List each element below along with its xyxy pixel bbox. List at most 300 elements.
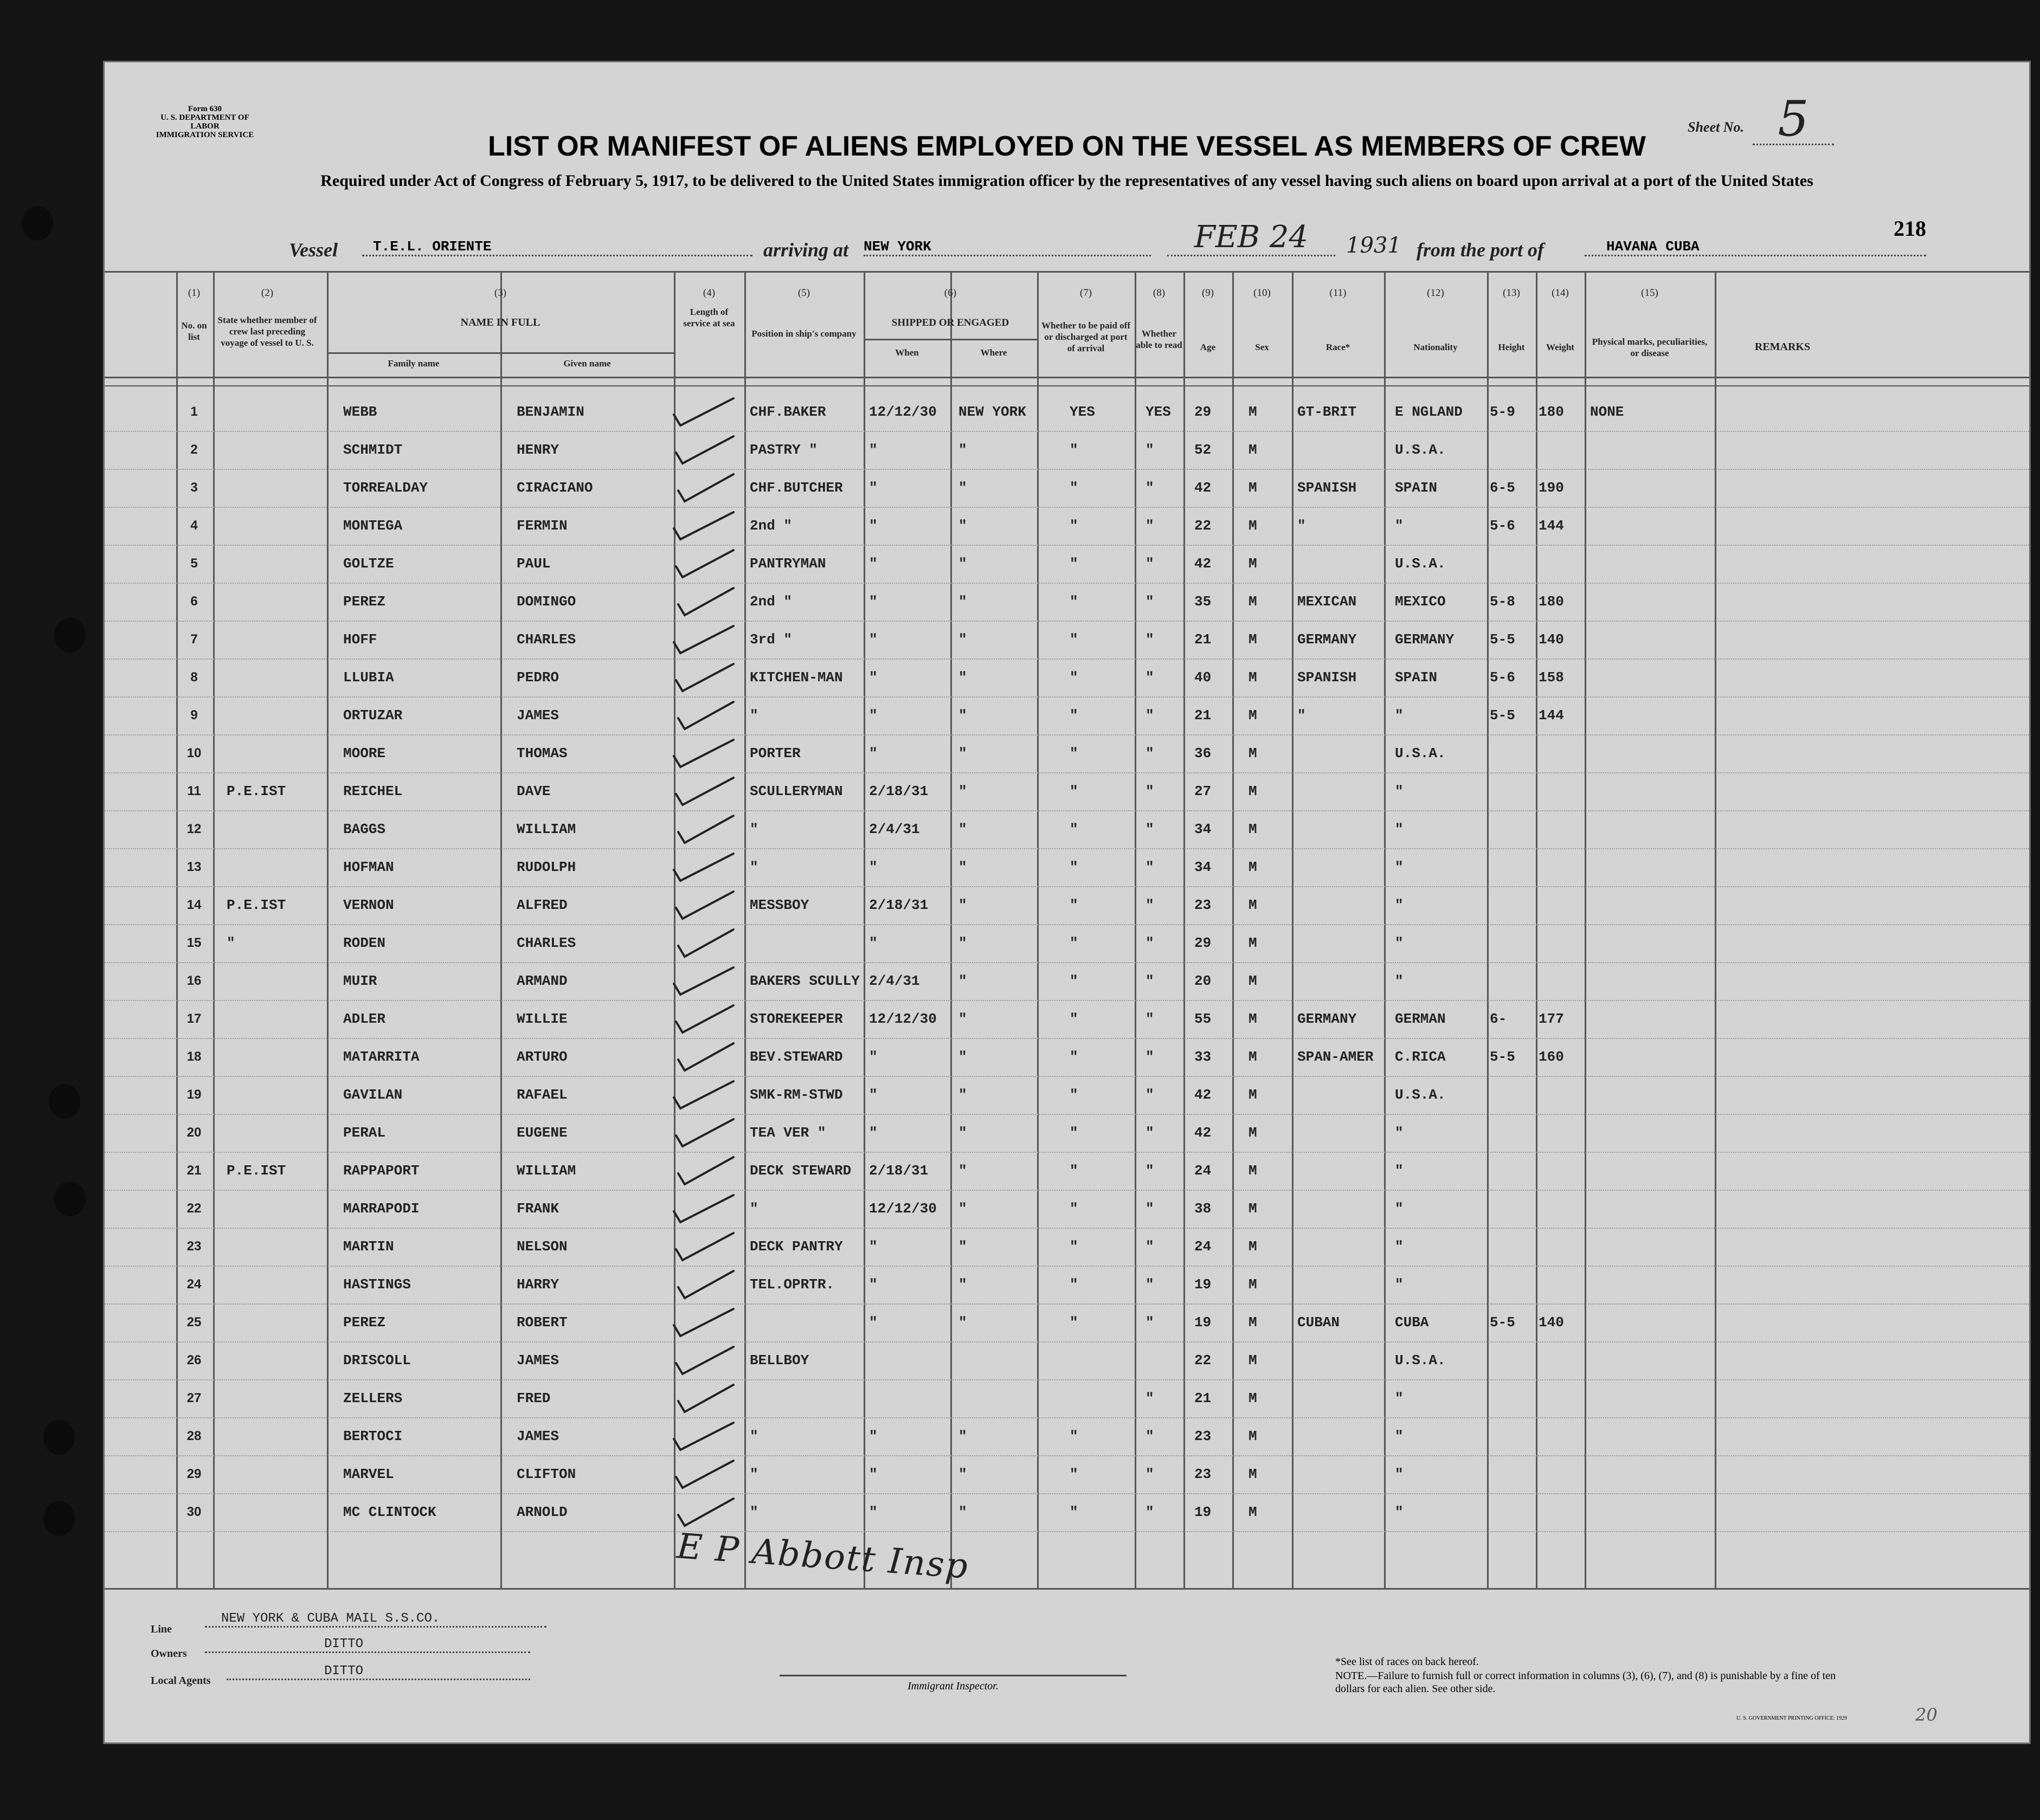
shipped-when: " — [869, 480, 878, 496]
col-number: (15) — [1641, 287, 1658, 299]
given-name: ARNOLD — [517, 1504, 568, 1520]
age: 42 — [1194, 1125, 1212, 1141]
age: 33 — [1194, 1049, 1212, 1065]
subhead-rule — [864, 339, 1037, 340]
given-name: WILLIE — [517, 1011, 568, 1027]
sex: M — [1249, 973, 1257, 989]
shipped-where: " — [958, 593, 967, 610]
given-name: FERMIN — [517, 518, 568, 534]
binder-hole — [43, 1420, 75, 1455]
family-name: GOLTZE — [343, 556, 394, 572]
shipped-where: " — [958, 1201, 967, 1217]
race: SPANISH — [1297, 669, 1357, 686]
weight: 180 — [1539, 593, 1564, 610]
race: MEXICAN — [1297, 593, 1357, 610]
owners-label: Owners — [151, 1648, 187, 1660]
col-title-race: Race* — [1325, 342, 1350, 352]
family-name: MARRAPODI — [343, 1201, 420, 1217]
table-row — [105, 1493, 2029, 1532]
checkmark — [678, 702, 733, 729]
nationality: U.S.A. — [1395, 1087, 1446, 1103]
shipped-when: 2/4/31 — [869, 973, 920, 989]
paid-off: " — [1070, 783, 1078, 799]
able-to-read: " — [1146, 593, 1154, 610]
col-title-age: Age — [1200, 342, 1216, 352]
col-subtitle-family: Family name — [388, 358, 440, 369]
table-top-rule — [105, 271, 2029, 273]
nationality: " — [1395, 1428, 1404, 1444]
paid-off: " — [1070, 1163, 1078, 1179]
inspector-label: Immigrant Inspector. — [908, 1680, 999, 1692]
nationality: GERMAN — [1395, 1011, 1446, 1027]
previous-voyage: P.E.IST — [227, 897, 286, 913]
weight: 140 — [1539, 1314, 1564, 1331]
shipped-when: 2/18/31 — [869, 1163, 929, 1179]
given-name: PAUL — [517, 556, 551, 572]
able-to-read: " — [1146, 1238, 1154, 1255]
col-number: (2) — [261, 287, 274, 299]
checkmark — [678, 930, 733, 957]
paid-off: " — [1070, 1504, 1078, 1520]
age: 24 — [1194, 1238, 1212, 1255]
given-name: ARTURO — [517, 1049, 568, 1065]
checkmark — [678, 1385, 733, 1412]
paid-off: " — [1070, 1011, 1078, 1027]
shipped-where: " — [958, 973, 967, 989]
able-to-read: " — [1146, 1011, 1154, 1027]
row-number: 12 — [186, 822, 202, 836]
shipped-where: " — [958, 783, 967, 799]
given-name: FRED — [517, 1390, 551, 1406]
able-to-read: " — [1146, 1314, 1154, 1331]
nationality: C.RICA — [1395, 1049, 1446, 1065]
able-to-read: " — [1146, 1466, 1154, 1482]
age: 27 — [1194, 783, 1212, 799]
subhead-rule — [327, 352, 674, 354]
shipped-when: 12/12/30 — [869, 1011, 937, 1027]
steamship-line: NEW YORK & CUBA MAIL S.S.CO. — [205, 1611, 546, 1628]
given-name: CLIFTON — [517, 1466, 576, 1482]
row-number: 7 — [190, 632, 198, 647]
row-number: 3 — [190, 480, 198, 495]
col-number: (6) — [944, 287, 957, 299]
crew-table-body — [105, 388, 2029, 1588]
shipped-where: " — [958, 442, 967, 458]
checkmark — [674, 1423, 733, 1450]
family-name: ZELLERS — [343, 1390, 403, 1406]
age: 21 — [1194, 707, 1212, 724]
table-row — [105, 545, 2029, 584]
position: " — [750, 1201, 758, 1217]
nationality: " — [1395, 821, 1404, 837]
shipped-when: " — [869, 1276, 878, 1293]
given-name: RUDOLPH — [517, 859, 576, 875]
row-number: 15 — [186, 935, 202, 950]
position: " — [750, 707, 758, 724]
position: SMK-RM-STWD — [750, 1087, 843, 1103]
table-row — [105, 1000, 2029, 1039]
checkmark — [678, 474, 733, 501]
shipped-when: " — [869, 1049, 878, 1065]
able-to-read: " — [1146, 669, 1154, 686]
shipped-where: " — [958, 631, 967, 648]
family-name: PERAL — [343, 1125, 386, 1141]
age: 38 — [1194, 1201, 1212, 1217]
age: 34 — [1194, 821, 1212, 837]
shipped-when: " — [869, 1125, 878, 1141]
header-double-rule — [105, 385, 2029, 386]
paid-off: " — [1070, 897, 1078, 913]
races-note: *See list of races on back hereof. — [1335, 1656, 1479, 1668]
family-name: MONTEGA — [343, 518, 403, 534]
family-name: PEREZ — [343, 1314, 386, 1331]
sheet-number: 5 — [1753, 95, 1834, 145]
shipped-when: " — [869, 1504, 878, 1520]
height: 6- — [1490, 1011, 1507, 1027]
weight: 160 — [1539, 1049, 1564, 1065]
sex: M — [1249, 935, 1257, 951]
sex: M — [1249, 556, 1257, 572]
previous-voyage: P.E.IST — [227, 783, 286, 799]
able-to-read: " — [1146, 480, 1154, 496]
age: 42 — [1194, 1087, 1212, 1103]
family-name: GAVILAN — [343, 1087, 403, 1103]
able-to-read: " — [1146, 556, 1154, 572]
col-title-height: Height — [1498, 342, 1525, 352]
table-row — [105, 1266, 2029, 1305]
able-to-read: " — [1146, 518, 1154, 534]
nationality: MEXICO — [1395, 593, 1446, 610]
given-name: CIRACIANO — [517, 480, 593, 496]
row-number: 29 — [186, 1467, 202, 1481]
row-number: 9 — [190, 708, 198, 722]
nationality: U.S.A. — [1395, 745, 1446, 761]
table-row — [105, 886, 2029, 925]
paid-off: " — [1070, 1201, 1078, 1217]
paid-off: " — [1070, 442, 1078, 458]
position: 3rd " — [750, 631, 793, 648]
position: " — [750, 1504, 758, 1520]
family-name: HOFF — [343, 631, 377, 648]
checkmark — [676, 1233, 733, 1260]
position: " — [750, 859, 758, 875]
table-row — [105, 431, 2029, 470]
checkmark — [674, 626, 733, 653]
service-name: IMMIGRATION SERVICE — [156, 131, 254, 139]
position: CHF.BAKER — [750, 404, 826, 420]
shipped-when: " — [869, 1314, 878, 1331]
col-title-physical-marks: Physical marks, peculiarities, or disease — [1592, 337, 1708, 358]
table-row — [105, 1303, 2029, 1343]
checkmark — [674, 1195, 733, 1222]
able-to-read: " — [1146, 442, 1154, 458]
given-name: WILLIAM — [517, 821, 576, 837]
shipped-where: " — [958, 745, 967, 761]
age: 20 — [1194, 973, 1212, 989]
table-row — [105, 393, 2029, 432]
shipped-when: " — [869, 1087, 878, 1103]
given-name: ROBERT — [517, 1314, 568, 1331]
family-name: RODEN — [343, 935, 386, 951]
shipped-when: " — [869, 1466, 878, 1482]
able-to-read: " — [1146, 1125, 1154, 1141]
row-number: 19 — [186, 1087, 202, 1102]
paid-off: " — [1070, 1466, 1078, 1482]
col-number: (11) — [1329, 287, 1347, 299]
able-to-read: " — [1146, 1428, 1154, 1444]
sex: M — [1249, 1163, 1257, 1179]
physical-marks: NONE — [1590, 404, 1624, 420]
height: 5-5 — [1490, 1049, 1515, 1065]
row-number: 6 — [190, 594, 198, 609]
col-title-previous-voyage: State whether member of crew last preceding voyage of vessel to U. S. — [217, 315, 317, 348]
paid-off: " — [1070, 593, 1078, 610]
nationality: " — [1395, 783, 1404, 799]
nationality: " — [1395, 1125, 1404, 1141]
sex: M — [1249, 593, 1257, 610]
paid-off: " — [1070, 707, 1078, 724]
age: 22 — [1194, 518, 1212, 534]
given-name: NELSON — [517, 1238, 568, 1255]
checkmark — [676, 1347, 733, 1374]
position: STOREKEEPER — [750, 1011, 843, 1027]
inspector-line — [780, 1675, 1127, 1676]
row-number: 1 — [190, 404, 198, 419]
able-to-read: " — [1146, 631, 1154, 648]
col-title-remarks: REMARKS — [1754, 341, 1811, 353]
shipped-where: " — [958, 669, 967, 686]
weight: 190 — [1539, 480, 1564, 496]
shipped-where: " — [958, 1428, 967, 1444]
race: SPAN-AMER — [1297, 1049, 1374, 1065]
manifest-sheet — [103, 61, 2031, 1744]
shipped-when: " — [869, 707, 878, 724]
age: 21 — [1194, 1390, 1212, 1406]
family-name: MATARRITA — [343, 1049, 420, 1065]
sex: M — [1249, 1466, 1257, 1482]
shipped-when: 12/12/30 — [869, 1201, 937, 1217]
nationality: " — [1395, 935, 1404, 951]
able-to-read: " — [1146, 707, 1154, 724]
row-number: 4 — [190, 518, 198, 533]
shipped-where: " — [958, 1466, 967, 1482]
position: BEV.STEWARD — [750, 1049, 843, 1065]
family-name: REICHEL — [343, 783, 403, 799]
table-row — [105, 621, 2029, 660]
weight: 177 — [1539, 1011, 1564, 1027]
family-name: MC CLINTOCK — [343, 1504, 436, 1520]
row-number: 20 — [186, 1125, 202, 1140]
arrival-port: NEW YORK — [864, 238, 1151, 256]
form-number: Form 630 — [188, 105, 222, 113]
able-to-read: " — [1146, 897, 1154, 913]
family-name: HASTINGS — [343, 1276, 411, 1293]
page-title: LIST OR MANIFEST OF ALIENS EMPLOYED ON THE VESSEL AS MEMBERS OF CREW — [488, 131, 1646, 162]
row-number: 10 — [186, 746, 202, 760]
table-row — [105, 1341, 2029, 1380]
able-to-read: " — [1146, 935, 1154, 951]
nationality: " — [1395, 1276, 1404, 1293]
sex: M — [1249, 707, 1257, 724]
position: 2nd " — [750, 518, 793, 534]
row-number: 18 — [186, 1049, 202, 1064]
height: 5-5 — [1490, 1314, 1515, 1331]
race: " — [1297, 518, 1306, 534]
checkmark — [678, 588, 733, 615]
height: 5-5 — [1490, 707, 1515, 724]
race: SPANISH — [1297, 480, 1357, 496]
shipped-when: " — [869, 859, 878, 875]
sex: M — [1249, 783, 1257, 799]
age: 40 — [1194, 669, 1212, 686]
position: " — [750, 821, 758, 837]
fine-note: NOTE.—Failure to furnish full or correct information in columns (3), (6), (7), and (8) is punishable by a fine of ten dollars for each alien. See other side. — [1335, 1670, 1836, 1695]
paid-off: " — [1070, 669, 1078, 686]
paid-off: " — [1070, 745, 1078, 761]
able-to-read: " — [1146, 783, 1154, 799]
sex: M — [1249, 821, 1257, 837]
sex: M — [1249, 1087, 1257, 1103]
page-subtitle: Required under Act of Congress of February 5, 1917, to be delivered to the United States immigration officer by the representatives of any vessel having such aliens on board upon arrival at a port of the United States — [320, 172, 1813, 190]
nationality: " — [1395, 518, 1404, 534]
race: " — [1297, 707, 1306, 724]
table-row — [105, 734, 2029, 773]
position: DECK PANTRY — [750, 1238, 843, 1255]
sex: M — [1249, 1504, 1257, 1520]
weight: 140 — [1539, 631, 1564, 648]
given-name: ALFRED — [517, 897, 568, 913]
row-number: 17 — [186, 1011, 202, 1026]
nationality: " — [1395, 897, 1404, 913]
paid-off: " — [1070, 821, 1078, 837]
family-name: LLUBIA — [343, 669, 394, 686]
col-number: (7) — [1079, 287, 1092, 299]
vessel-label: Vessel — [289, 239, 338, 261]
agents-value: DITTO — [227, 1664, 530, 1680]
checkmark — [678, 1157, 733, 1184]
checkmark — [678, 816, 733, 843]
table-row — [105, 1417, 2029, 1456]
position: " — [750, 1428, 758, 1444]
binder-hole — [49, 1084, 80, 1119]
col-subtitle-when: When — [895, 347, 919, 358]
height: 5-8 — [1490, 593, 1515, 610]
col-number: (5) — [797, 287, 810, 299]
given-name: CHARLES — [517, 935, 576, 951]
able-to-read: " — [1146, 1504, 1154, 1520]
checkmark — [676, 436, 733, 463]
age: 22 — [1194, 1352, 1212, 1369]
family-name: MARTIN — [343, 1238, 394, 1255]
col-number: (10) — [1253, 287, 1271, 299]
col-title-nationality: Nationality — [1413, 342, 1458, 352]
binder-hole — [54, 1182, 86, 1216]
position: PASTRY " — [750, 442, 818, 458]
shipped-when: " — [869, 935, 878, 951]
departure-port: HAVANA CUBA — [1585, 238, 1926, 256]
position: 2nd " — [750, 593, 793, 610]
header-bottom-rule — [105, 377, 2029, 378]
col-number: (3) — [494, 287, 507, 299]
checkmark — [674, 740, 733, 767]
row-number: 21 — [186, 1163, 202, 1178]
nationality: SPAIN — [1395, 669, 1438, 686]
given-name: ARMAND — [517, 973, 568, 989]
table-row — [105, 1190, 2029, 1229]
family-name: PEREZ — [343, 593, 386, 610]
col-number: (12) — [1427, 287, 1444, 299]
given-name: RAFAEL — [517, 1087, 568, 1103]
shipped-where: " — [958, 1087, 967, 1103]
given-name: PEDRO — [517, 669, 559, 686]
paid-off: " — [1070, 1087, 1078, 1103]
nationality: " — [1395, 1466, 1404, 1482]
weight: 158 — [1539, 669, 1564, 686]
sex: M — [1249, 631, 1257, 648]
shipped-when: " — [869, 442, 878, 458]
age: 19 — [1194, 1276, 1212, 1293]
shipped-where: " — [958, 556, 967, 572]
shipped-where: " — [958, 1049, 967, 1065]
able-to-read: " — [1146, 1049, 1154, 1065]
service-checkmarks — [668, 388, 750, 1588]
table-row — [105, 659, 2029, 698]
given-name: JAMES — [517, 707, 559, 724]
shipped-when: " — [869, 518, 878, 534]
family-name: MARVEL — [343, 1466, 394, 1482]
table-row — [105, 1379, 2029, 1418]
col-title-position: Position in ship's company — [751, 328, 857, 339]
position: BELLBOY — [750, 1352, 809, 1369]
row-number: 14 — [186, 898, 202, 912]
checkmark — [676, 664, 733, 691]
table-row — [105, 1152, 2029, 1191]
checkmark — [674, 398, 733, 425]
able-to-read: " — [1146, 1163, 1154, 1179]
race: GERMANY — [1297, 1011, 1357, 1027]
shipped-when: " — [869, 556, 878, 572]
shipped-when: 2/4/31 — [869, 821, 920, 837]
owners-value: DITTO — [205, 1637, 530, 1653]
able-to-read: " — [1146, 1390, 1154, 1406]
sex: M — [1249, 1011, 1257, 1027]
vessel-name: T.E.L. ORIENTE — [362, 238, 752, 256]
shipped-where: " — [958, 1125, 967, 1141]
nationality: GERMANY — [1395, 631, 1455, 648]
shipped-where: " — [958, 859, 967, 875]
shipped-when: " — [869, 669, 878, 686]
row-number: 11 — [187, 784, 201, 798]
col-subtitle-where: Where — [980, 347, 1007, 358]
paid-off: YES — [1070, 404, 1095, 420]
able-to-read: " — [1146, 1276, 1154, 1293]
row-number: 27 — [186, 1391, 202, 1405]
given-name: CHARLES — [517, 631, 576, 648]
row-number: 22 — [186, 1201, 202, 1216]
family-name: WEBB — [343, 404, 377, 420]
shipped-where: " — [958, 1504, 967, 1520]
paid-off: " — [1070, 1314, 1078, 1331]
age: 52 — [1194, 442, 1212, 458]
position: TEL.OPRTR. — [750, 1276, 835, 1293]
nationality: U.S.A. — [1395, 442, 1446, 458]
race: GERMANY — [1297, 631, 1357, 648]
checkmark — [676, 778, 733, 805]
table-row — [105, 1455, 2029, 1494]
col-number: (9) — [1201, 287, 1214, 299]
nationality: " — [1395, 1238, 1404, 1255]
nationality: CUBA — [1395, 1314, 1429, 1331]
